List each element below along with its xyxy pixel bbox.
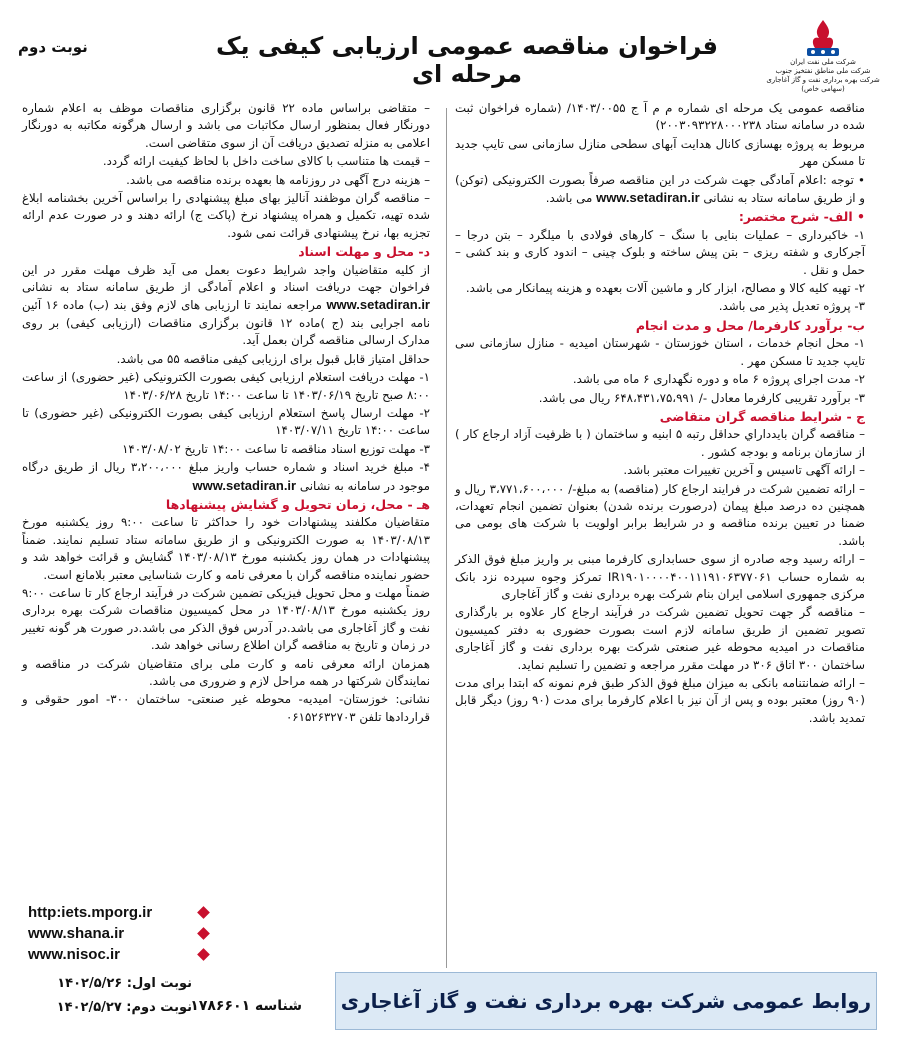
section-heading: ج - شرایط مناقصه گران متقاضی bbox=[659, 408, 865, 424]
paragraph: – ارائه تضمین شرکت در فرایند ارجاع کار (مناقصه) به مبلغ-/ ۳،۷۷۱،۶۰۰،۰۰۰ ریال و همچنین ده درصد مبلغ پیمان (درصورت برنده شدن) بعنوان تضمین انجام تعهدات، ضمنا در تعیین برنده مناقصه و در شرایط برابر اولویت با شرکت های بومی می باشد. bbox=[455, 481, 866, 548]
paragraph: مربوط به پروژه بهسازی کانال هدایت آبهای سطحی منازل سازمانی سی تایپ جدید تا مسکن مهر bbox=[455, 136, 865, 169]
link-iets[interactable]: http:iets.mporg.ir bbox=[28, 904, 153, 921]
second-round-date: نوبت دوم: ۱۴۰۲/۵/۲۷ bbox=[56, 1000, 192, 1015]
paragraph: ۳- پروژه تعدیل پذیر می باشد. bbox=[718, 299, 865, 314]
paragraph: – ارائه ضمانتنامه بانکی به میزان مبلغ فوق الذکر طبق فرم نمونه که ابتدا برای مدت (۹۰ روز) معتبر بوده و پس از آن نیز با اعلام کارفرما برای مدت (۹۰ روز) دیگر قابل تمدید باشد. bbox=[455, 676, 865, 725]
section-heading: ب- برآورد کارفرما/ محل و مدت انجام bbox=[635, 317, 865, 333]
diamond-bullet-icon bbox=[197, 927, 210, 940]
paragraph: حداقل امتیاز قابل قبول برای ارزیابی کیفی مناقصه ۵۵ می باشد. bbox=[116, 351, 430, 366]
paragraph-text: می باشد. bbox=[545, 191, 597, 206]
paragraph-text: از کلیه متقاضیان واجد شرایط دعوت بعمل می آید ظرف مهلت مقرر در این فراخوان جهت دریافت اسناد و اعلام آمادگی از طریق سامانه ستاد به نشانی bbox=[22, 262, 430, 295]
link-row[interactable] bbox=[28, 944, 208, 965]
round-badge: نوبت دوم bbox=[18, 38, 88, 56]
section-heading: د- محل و مهلت اسناد bbox=[298, 244, 430, 260]
flame-logo-icon bbox=[801, 18, 845, 58]
link-shana[interactable]: www.shana.ir bbox=[28, 925, 125, 942]
paragraph bbox=[22, 262, 430, 350]
paragraph bbox=[455, 172, 865, 208]
logo-line-2: شرکت ملی مناطق نفتخیز جنوب bbox=[775, 67, 871, 75]
paragraph: ۱- خاکبرداری – عملیات بنایی با سنگ – کارهای فولادی با میلگرد – بتن درجا – آجرکاری و شفته ریزی – بتن پیش ساخته و بلوک چینی – اندود کاری و بند کشی – حمل و نقل . bbox=[455, 227, 865, 277]
right-column bbox=[455, 100, 865, 728]
paragraph: – هزینه درج آگهی در روزنامه ها بعهده برنده مناقصه می باشد. bbox=[126, 172, 430, 187]
publish-dates bbox=[22, 972, 192, 1020]
paragraph: ضمناً مهلت و محل تحویل فیزیکی تضمین شرکت در فرآیند ارجاع کار تا ساعت ۹:۰۰ روز یکشنبه مورخ ۱۴۰۳/۰۸/۱۳ در محل کمیسیون مناقصات شرکت بهره برداری نفت و گاز آغاجاری می باشد.در آدرس فوق الذکر می باشد.در صورت هر گونه تغییر در زمان و تاریخ به مناقصه گران اطلاع رسانی خواهد شد. bbox=[22, 585, 430, 653]
public-relations-banner: روابط عمومی شرکت بهره برداری نفت و گاز آغاجاری bbox=[335, 972, 877, 1030]
paragraph: – مناقصه گر جهت تحویل تضمین شرکت در فرآیند ارجاع کار علاوه بر بارگذاری تصویر تضمین از طریق سامانه لازم است بصورت حضوری به دفتر کمیسیون مناقصات در امیدیه محوطه غیر صنعتی شرکت بهره برداری نفت و گاز آغاجاری ساختمان ۳۰۰ اتاق ۳۰۶ در مهلت مقرر مراجعه و تضمین را تسلیم نماید. bbox=[455, 605, 865, 672]
page-title: فراخوان مناقصه عمومی ارزیابی کیفی یک مرحله ای bbox=[215, 32, 719, 88]
paragraph: – ارائه آگهی تاسیس و آخرین تغییرات معتبر باشد. bbox=[623, 463, 865, 478]
link-row[interactable] bbox=[28, 902, 208, 923]
column-divider bbox=[446, 108, 447, 968]
paragraph: مناقصه عمومی یک مرحله ای شماره م م آ ج ۱۴۰۳/۰۰۵۵/ (شماره فراخوان ثبت شده در سامانه ستاد ۲۰۰۳۰۹۳۲۲۸۰۰۰۲۳۸) bbox=[455, 101, 866, 133]
nioc-logo bbox=[763, 18, 883, 102]
section-heading: هـ - محل، زمان تحویل و گشایش پیشنهادها bbox=[165, 496, 430, 512]
paragraph-text: ۴- مبلغ خرید اسناد و شماره حساب واریز مبلغ ۳،۲۰۰،۰۰۰ ریال از طریق درگاه موجود در سامانه به نشانی bbox=[22, 460, 430, 493]
paragraph-text: مراجعه نمایند تا ارزیابی های لازم وفق بند (ب) ماده ۱۶ آئین نامه اجرایی بند (ج )ماده ۱۲ قانون برگزاری مناقصات (ارزیابی کیفی) بر روی مدارک ارسالی مناقصه گران بعمل آید. bbox=[22, 298, 430, 348]
paragraph: ۱- محل انجام خدمات ، استان خوزستان - شهرستان امیدیه - منازل سازمانی سی تایپ جدید تا مسکن مهر . bbox=[455, 336, 865, 368]
paragraph: – ارائه رسید وجه صادره از سوی حسابداری کارفرما مبنی بر واریز مبلغ فوق الذکر به شماره حساب IR۱۹۰۱۰۰۰۰۴۰۰۱۱۱۹۱۰۶۳۷۷۰۶۱ تمرکز وجوه سپرده نزد بانک مرکزی جمهوری اسلامی ایران بنام شرکت بهره برداری نفت و گاز آغاجاری bbox=[455, 552, 865, 601]
logo-line-1: شرکت ملی نفت ایران bbox=[790, 58, 856, 66]
paragraph: ۳- مهلت توزیع اسناد مناقصه تا ساعت ۱۴:۰۰ تاریخ ۱۴۰۳/۰۸/۰۲ bbox=[122, 441, 430, 456]
first-round-date: نوبت اول: ۱۴۰۲/۵/۲۶ bbox=[57, 976, 192, 991]
left-column bbox=[22, 100, 430, 727]
diamond-bullet-icon bbox=[197, 906, 210, 919]
paragraph: ۲- مدت اجرای پروژه ۶ ماه و دوره نگهداری ۶ ماه می باشد. bbox=[572, 372, 865, 387]
paragraph: همزمان ارائه معرفی نامه و کارت ملی برای متقاضیان شرکت در مناقصه و نمایندگان شرکتها در همه مراحل لازم و ضروری می باشد. bbox=[22, 656, 430, 688]
diamond-bullet-icon bbox=[197, 948, 210, 961]
setadiran-link[interactable]: www.setadiran.ir bbox=[192, 477, 297, 493]
paragraph: متقاضیان مکلفند پیشنهادات خود را حداکثر تا ساعت ۹:۰۰ روز یکشنبه مورخ ۱۴۰۳/۰۸/۱۳ به صورت الکترونیکی و از طریق سامانه ستاد تسلیم نمایند. ضمناً پیشنهادات در همان روز یکشنبه مورخ ۱۴۰۳/۰۸/۱۳ گشایش و قرائت خواهد شد و حضور نماینده مناقصه گران با معرفی نامه و کارت شناسایی معتبر بلامانع است. bbox=[22, 515, 430, 582]
setadiran-link[interactable]: www.setadiran.ir bbox=[596, 190, 700, 206]
paragraph: ۲- تهیه کلیه کالا و مصالح، ابزار کار و ماشین آلات بعهده و هزینه پیمانکار می باشد. bbox=[465, 281, 865, 296]
logo-line-3: شرکت بهره برداری نفت و گاز آغاجاری (سهامی خاص) bbox=[766, 76, 880, 93]
paragraph: – متقاضی براساس ماده ۲۲ قانون برگزاری مناقصات موظف به اعلام شماره دورنگار فعال بمنظور ارسال مکاتبات می باشد و ارسال هرگونه مکاتبه به دورنگار اعلامی به منزله تصدیق دریافت آن از سوی متقاضی است. bbox=[22, 101, 430, 150]
link-nisoc[interactable]: www.nisoc.ir bbox=[28, 946, 120, 963]
paragraph: ۳- برآورد تقریبی کارفرما معادل -/ ۶۴۸،۴۳۱،۷۵،۹۹۱ ریال می باشد. bbox=[538, 390, 865, 405]
paragraph: – قیمت ها متناسب با کالای ساخت داخل با لحاظ کیفیت ارائه گردد. bbox=[102, 154, 430, 169]
setadiran-link[interactable]: www.setadiran.ir bbox=[326, 297, 430, 313]
links-list bbox=[28, 902, 208, 965]
header bbox=[0, 0, 897, 100]
paragraph: – مناقصه گران بایدداراي حداقل رتبه ۵ ابنیه و ساختمان ( با ظرفیت آزاد ارجاع کار ) از سازمان برنامه و بودجه کشور . bbox=[455, 427, 865, 459]
paragraph: ۲- مهلت ارسال پاسخ استعلام ارزیابی کیفی بصورت الکترونیکی (غیر حضوری) تا ساعت ۱۴:۰۰ تاریخ ۱۴۰۳/۰۷/۱۱ bbox=[22, 405, 430, 438]
paragraph: – مناقصه گران موظفند آنالیز بهای مبلغ پیشنهادی را براساس آخرین بخشنامه ابلاغ شده تهیه، تکمیل و همراه پیشنهاد نرخ (پاکت ج) ارائه دهند و در صورت عدم ارائه تجزیه بها، نرخ پیشنهادی قرائت نمی شود. bbox=[22, 191, 430, 240]
paragraph-text: • توجه :اعلام آمادگی جهت شرکت در این مناقصه صرفاً بصورت الکترونیکی (توکن) و از طریق سامانه ستاد به نشانی bbox=[455, 172, 865, 206]
link-row[interactable] bbox=[28, 923, 208, 944]
paragraph: ۱- مهلت دریافت استعلام ارزیابی کیفی بصورت الکترونیکی (غیر حضوری) از ساعت ۸:۰۰ صبح تاریخ ۱۴۰۳/۰۶/۱۹ تا ساعت ۱۴:۰۰ تاریخ ۱۴۰۳/۰۶/۲۸ bbox=[22, 370, 430, 402]
paragraph bbox=[22, 459, 430, 495]
paragraph: نشانی: خوزستان- امیدیه- محوطه غیر صنعتی- ساختمان ۳۰۰- امور حقوقی و قراردادها تلفن ۰۶۱۵۲۶۳۲۷۰۳ bbox=[22, 692, 430, 724]
notice-id: شناسه ۱۷۸۶۶۰۱ bbox=[190, 998, 302, 1014]
section-heading: • الف- شرح مختصر: bbox=[738, 209, 865, 225]
